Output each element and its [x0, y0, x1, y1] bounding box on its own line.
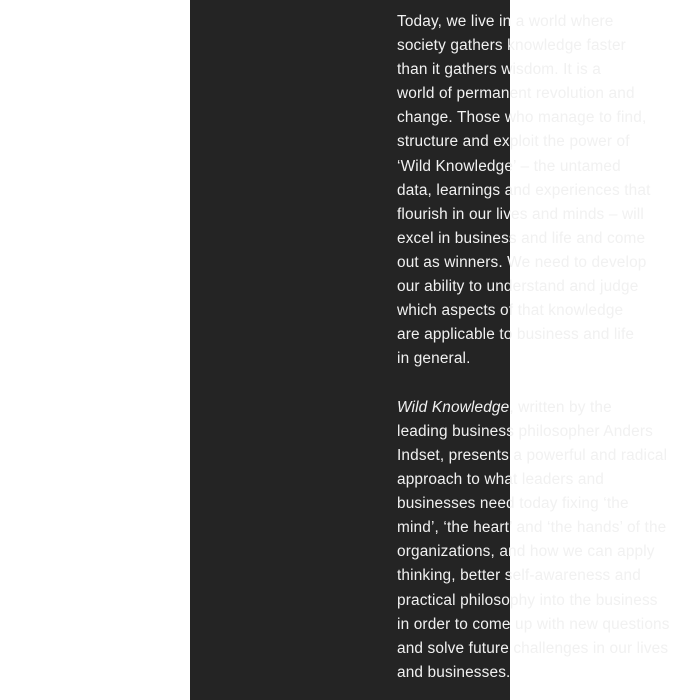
text-line: than it gathers wisdom. It is a [397, 61, 601, 79]
book-back-cover [190, 0, 670, 700]
text-line: practical philosophy into the business [397, 591, 658, 609]
text-line: out as winners. We need to develop [397, 253, 647, 271]
text-line: thinking, better self-awareness and [397, 567, 641, 585]
text-fragment: , written by the [509, 398, 612, 416]
text-line: businesses need today fixing ‘the [397, 495, 629, 513]
text-line: ‘Wild Knowledge’ – the untamed [397, 157, 621, 175]
text-line: mind’, ‘the heart’ and ‘the hands’ of the [397, 519, 667, 537]
text-line: excel in business and life and come [397, 229, 646, 247]
text-line: organizations, and how we can apply [397, 543, 655, 561]
paragraph-description [397, 396, 693, 685]
text-line: and businesses. [397, 663, 511, 681]
text-line: society gathers knowledge faster [397, 37, 626, 55]
text-line: Indset, presents a powerful and radical [397, 446, 668, 464]
text-line: and solve future challenges in our lives [397, 639, 669, 657]
blurb-text [397, 10, 693, 685]
text-line: leading business philosopher Anders [397, 422, 653, 440]
paragraph-gap [397, 371, 693, 395]
text-line: which aspects of that knowledge [397, 302, 624, 320]
text-line: Today, we live in a world where [397, 13, 614, 30]
text-line: world of permanent revolution and [397, 85, 635, 103]
text-line: are applicable to business and life [397, 326, 635, 344]
text-line: in order to come up with new questions [397, 615, 670, 633]
text-line: approach to what leaders and [397, 471, 604, 489]
text-line: flourish in our lives and minds – will [397, 205, 644, 223]
book-title: Wild Knowledge [397, 398, 510, 416]
text-line: data, learnings and experiences that [397, 181, 651, 199]
text-line: our ability to understand and judge [397, 278, 639, 296]
paragraph-intro [397, 10, 693, 371]
text-line: structure and exploit the power of [397, 133, 630, 151]
text-line-with-title [397, 396, 693, 420]
text-line: in general. [397, 350, 471, 368]
text-line: change. Those who manage to find, [397, 109, 647, 127]
